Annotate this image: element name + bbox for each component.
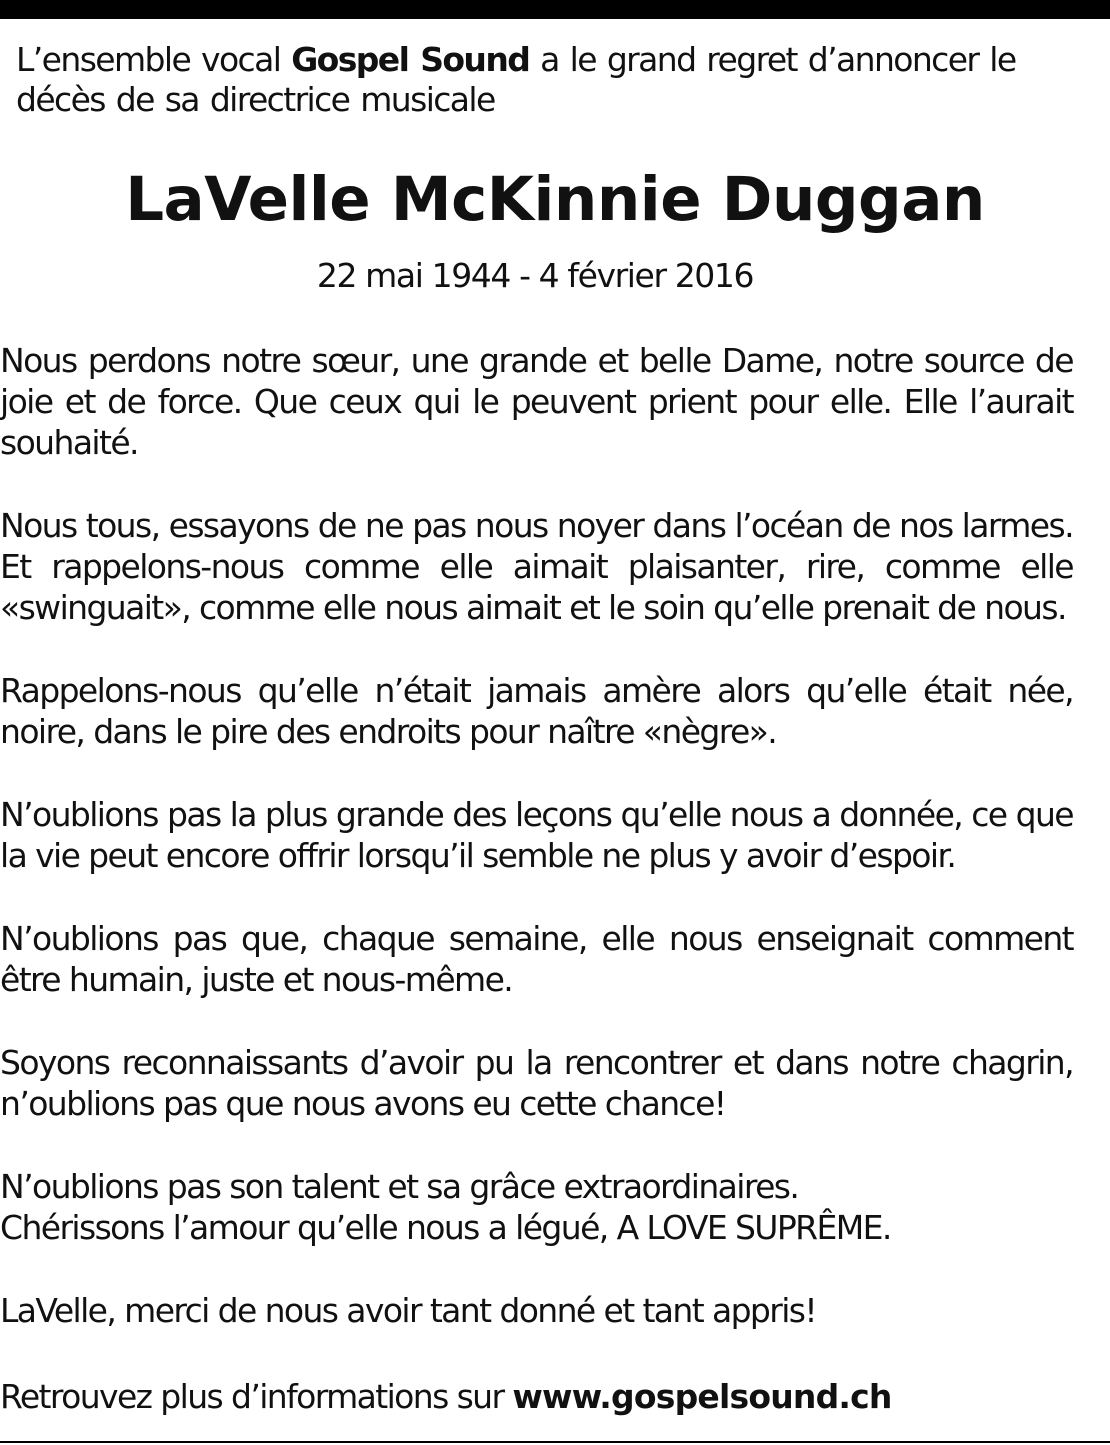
paragraph-never-bitter: Rappelons-nous qu’elle n’était jamais amère alors qu’elle était née, noire, dans le pire des endroits pour naître «nègre». [0, 671, 1073, 751]
more-info-text: Retrouvez plus d’informations sur [0, 1377, 513, 1416]
top-border-rule [0, 0, 1110, 19]
talent-line: N’oublions pas son talent et sa grâce extraordinaires. [0, 1167, 799, 1206]
website-link[interactable]: www.gospelsound.ch [512, 1377, 892, 1416]
love-supreme-line: Chérissons l’amour qu’elle nous a légué, A LOVE SUPRÊME. [0, 1208, 891, 1247]
announcement-intro [16, 40, 1086, 120]
paragraph-greatest-lesson: N’oublions pas la plus grande des leçons qu’elle nous a donnée, ce que la vie peut encore offrir lorsqu’il semble ne plus y avoir d’espoir. [0, 795, 1073, 875]
paragraph-sister: Nous perdons notre sœur, une grande et belle Dame, notre source de joie et de force. Que ceux qui le peuvent prient pour elle. Elle l’aurait souhaité. [0, 341, 1073, 462]
paragraph-thanks: LaVelle, merci de nous avoir tant donné et tant appris! [0, 1291, 817, 1330]
paragraph-talent-love [0, 1166, 1073, 1248]
life-dates: 22 mai 1944 - 4 février 2016 [316, 256, 754, 295]
deceased-name: LaVelle McKinnie Duggan [125, 164, 985, 235]
bottom-border-rule [0, 1441, 1110, 1443]
paragraph-weekly-teaching: N’oublions pas que, chaque semaine, elle nous enseignait comment être humain, juste et nous-même. [0, 919, 1073, 999]
paragraph-tears: Nous tous, essayons de ne pas nous noyer dans l’océan de nos larmes. Et rappelons-nous comme elle aimait plaisanter, rire, comme elle «swinguait», comme elle nous aimait et le soin qu’elle prenait de nous. [0, 506, 1073, 627]
intro-text-after: a le grand regret d’annoncer le décès de sa directrice musicale [16, 40, 1016, 119]
intro-text-before: L’ensemble vocal [16, 40, 292, 79]
tribute-body [0, 340, 1073, 1373]
more-info-line [0, 1376, 1100, 1417]
paragraph-grateful: Soyons reconnaissants d’avoir pu la rencontrer et dans notre chagrin, n’oublions pas que nous avons eu cette chance! [0, 1043, 1073, 1123]
ensemble-name: Gospel Sound [291, 40, 530, 79]
